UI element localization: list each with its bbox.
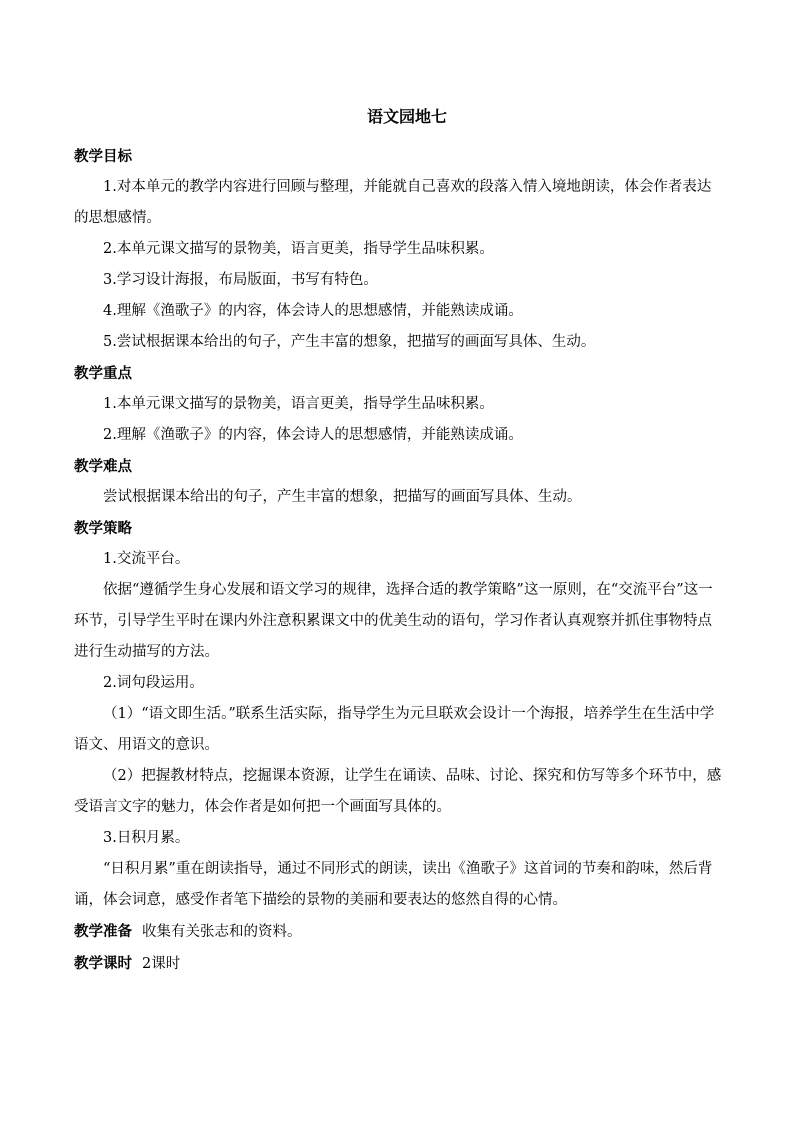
goal-item: 4.理解《渔歌子》的内容，体会诗人的思想感情，并能熟读成诵。 xyxy=(103,303,523,319)
goal-item: 2.本单元课文描写的景物美，语言更美，指导学生品味积累。 xyxy=(103,241,494,257)
section-heading-periods: 教学课时 xyxy=(74,955,132,972)
strategy-item: 依据“遵循学生身心发展和语文学习的规律，选择合适的教学策略”这一原则，在“交流平台”这一环节，引导学生平时在课内外注意积累课文中的优美生动的语句，学习作者认真观察并抓住事物特点进行生动描写的方法。 xyxy=(74,582,713,660)
goal-item: 3.学习设计海报，布局版面，书写有特色。 xyxy=(103,272,378,288)
section-heading-preparation: 教学准备 xyxy=(74,923,132,940)
preparation-line xyxy=(74,916,724,948)
goal-item: 5.尝试根据课本给出的句子，产生丰富的想象，把描写的画面写具体、生动。 xyxy=(103,334,596,350)
section-heading-strategies: 教学策略 xyxy=(74,520,132,537)
section-heading-goals: 教学目标 xyxy=(74,148,132,165)
section-heading-key-points: 教学重点 xyxy=(74,365,132,382)
strategy-item: “日积月累”重在朗读指导，通过不同形式的朗读，读出《渔歌子》这首词的节奏和韵味，然后背诵，体会词意，感受作者笔下描绘的景物的美丽和要表达的悠然自得的心情。 xyxy=(74,861,713,908)
periods-value: 2课时 xyxy=(142,956,181,972)
difficulty-item: 尝试根据课本给出的句子，产生丰富的想象，把描写的画面写具体、生动。 xyxy=(103,489,582,505)
strategy-item: 1.交流平台。 xyxy=(103,551,190,567)
document-body xyxy=(74,141,724,980)
goal-item: 1.对本单元的教学内容进行回顾与整理，并能就自己喜欢的段落入情入境地朗读，体会作者表达的思想感情。 xyxy=(74,179,712,226)
strategy-item: （1）“语文即生活。”联系生活实际，指导学生为元旦联欢会设计一个海报，培养学生在生活中学语文、用语文的意识。 xyxy=(74,706,715,753)
preparation-value: 收集有关张志和的资料。 xyxy=(142,924,302,940)
strategy-item: （2）把握教材特点，挖掘课本资源，让学生在诵读、品味、讨论、探究和仿写等多个环节中，感受语言文字的魅力，体会作者是如何把一个画面写具体的。 xyxy=(74,768,722,815)
page-title: 语文园地七 xyxy=(366,107,447,126)
key-point-item: 1.本单元课文描写的景物美，语言更美，指导学生品味积累。 xyxy=(103,396,494,412)
section-heading-difficulties: 教学难点 xyxy=(74,458,132,475)
strategy-item: 3.日积月累。 xyxy=(103,830,190,846)
periods-line xyxy=(74,948,724,980)
key-point-item: 2.理解《渔歌子》的内容，体会诗人的思想感情，并能熟读成诵。 xyxy=(103,427,523,443)
strategy-item: 2.词句段运用。 xyxy=(103,675,204,691)
